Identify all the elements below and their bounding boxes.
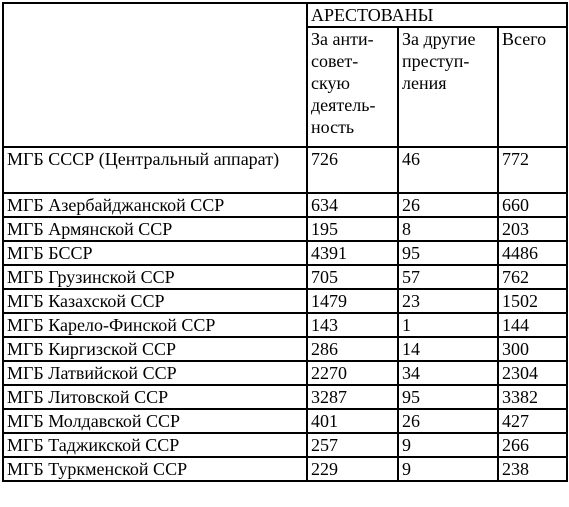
table-row: [3, 409, 567, 433]
other-crimes-cell: 23: [398, 289, 498, 313]
total-cell: 762: [498, 265, 567, 289]
other-crimes-cell: 34: [398, 361, 498, 385]
org-cell: МГБ Грузинской ССР: [3, 265, 307, 289]
table-row: [3, 289, 567, 313]
table-row: [3, 457, 567, 481]
anti-soviet-cell: 257: [307, 433, 398, 457]
table-row: [3, 433, 567, 457]
other-crimes-cell: 95: [398, 241, 498, 265]
anti-soviet-cell: 195: [307, 217, 398, 241]
header-other-crimes-line: преступ-: [402, 51, 470, 71]
header-total: [498, 27, 567, 147]
total-cell: 4486: [498, 241, 567, 265]
total-cell: 660: [498, 193, 567, 217]
anti-soviet-cell: 726: [307, 147, 398, 193]
table-row: [3, 337, 567, 361]
org-cell: МГБ Молдавской ССР: [3, 409, 307, 433]
header-anti-soviet-line: деятель-: [311, 95, 376, 115]
org-cell: МГБ Азербайджанской ССР: [3, 193, 307, 217]
arrests-table: [2, 2, 568, 482]
header-other-crimes-line: ления: [402, 73, 447, 93]
total-cell: 3382: [498, 385, 567, 409]
other-crimes-cell: 1: [398, 313, 498, 337]
table-row: [3, 313, 567, 337]
org-cell: МГБ БССР: [3, 241, 307, 265]
org-cell: МГБ Казахской ССР: [3, 289, 307, 313]
total-cell: 266: [498, 433, 567, 457]
other-crimes-cell: 9: [398, 457, 498, 481]
anti-soviet-cell: 3287: [307, 385, 398, 409]
anti-soviet-cell: 1479: [307, 289, 398, 313]
table-row: [3, 361, 567, 385]
table-row: [3, 241, 567, 265]
total-cell: 144: [498, 313, 567, 337]
anti-soviet-cell: 2270: [307, 361, 398, 385]
anti-soviet-cell: 4391: [307, 241, 398, 265]
anti-soviet-cell: 143: [307, 313, 398, 337]
anti-soviet-cell: 634: [307, 193, 398, 217]
header-row-group: [3, 3, 567, 27]
total-cell: 2304: [498, 361, 567, 385]
org-cell: МГБ Туркменской ССР: [3, 457, 307, 481]
anti-soviet-cell: 286: [307, 337, 398, 361]
org-cell: МГБ Киргизской ССР: [3, 337, 307, 361]
total-cell: 772: [498, 147, 567, 193]
table-row: [3, 147, 567, 193]
other-crimes-cell: 14: [398, 337, 498, 361]
header-anti-soviet-line: совет-: [311, 51, 359, 71]
other-crimes-cell: 57: [398, 265, 498, 289]
org-cell: МГБ Таджикской ССР: [3, 433, 307, 457]
org-cell: МГБ Карело-Финской ССР: [3, 313, 307, 337]
header-anti-soviet-line: За анти-: [311, 29, 374, 49]
total-cell: 238: [498, 457, 567, 481]
total-cell: 203: [498, 217, 567, 241]
other-crimes-cell: 26: [398, 409, 498, 433]
header-anti-soviet-line: скую: [311, 73, 350, 93]
org-cell: МГБ СССР (Центральный аппарат): [3, 147, 307, 193]
other-crimes-cell: 95: [398, 385, 498, 409]
table-row: [3, 193, 567, 217]
header-arrested: АРЕСТОВАНЫ: [307, 3, 567, 27]
other-crimes-cell: 26: [398, 193, 498, 217]
other-crimes-cell: 46: [398, 147, 498, 193]
header-anti-soviet: [307, 27, 398, 147]
corner-cell: [3, 3, 307, 147]
org-cell: МГБ Литовской ССР: [3, 385, 307, 409]
other-crimes-cell: 8: [398, 217, 498, 241]
header-total-line: Всего: [502, 29, 547, 49]
table-row: [3, 217, 567, 241]
org-cell: МГБ Армянской ССР: [3, 217, 307, 241]
table-row: [3, 265, 567, 289]
header-other-crimes: [398, 27, 498, 147]
anti-soviet-cell: 705: [307, 265, 398, 289]
total-cell: 1502: [498, 289, 567, 313]
other-crimes-cell: 9: [398, 433, 498, 457]
total-cell: 300: [498, 337, 567, 361]
total-cell: 427: [498, 409, 567, 433]
table-row: [3, 385, 567, 409]
table-body: [3, 3, 567, 481]
org-cell: МГБ Латвийской ССР: [3, 361, 307, 385]
anti-soviet-cell: 229: [307, 457, 398, 481]
anti-soviet-cell: 401: [307, 409, 398, 433]
header-other-crimes-line: За другие: [402, 29, 476, 49]
header-anti-soviet-line: ность: [311, 117, 355, 137]
